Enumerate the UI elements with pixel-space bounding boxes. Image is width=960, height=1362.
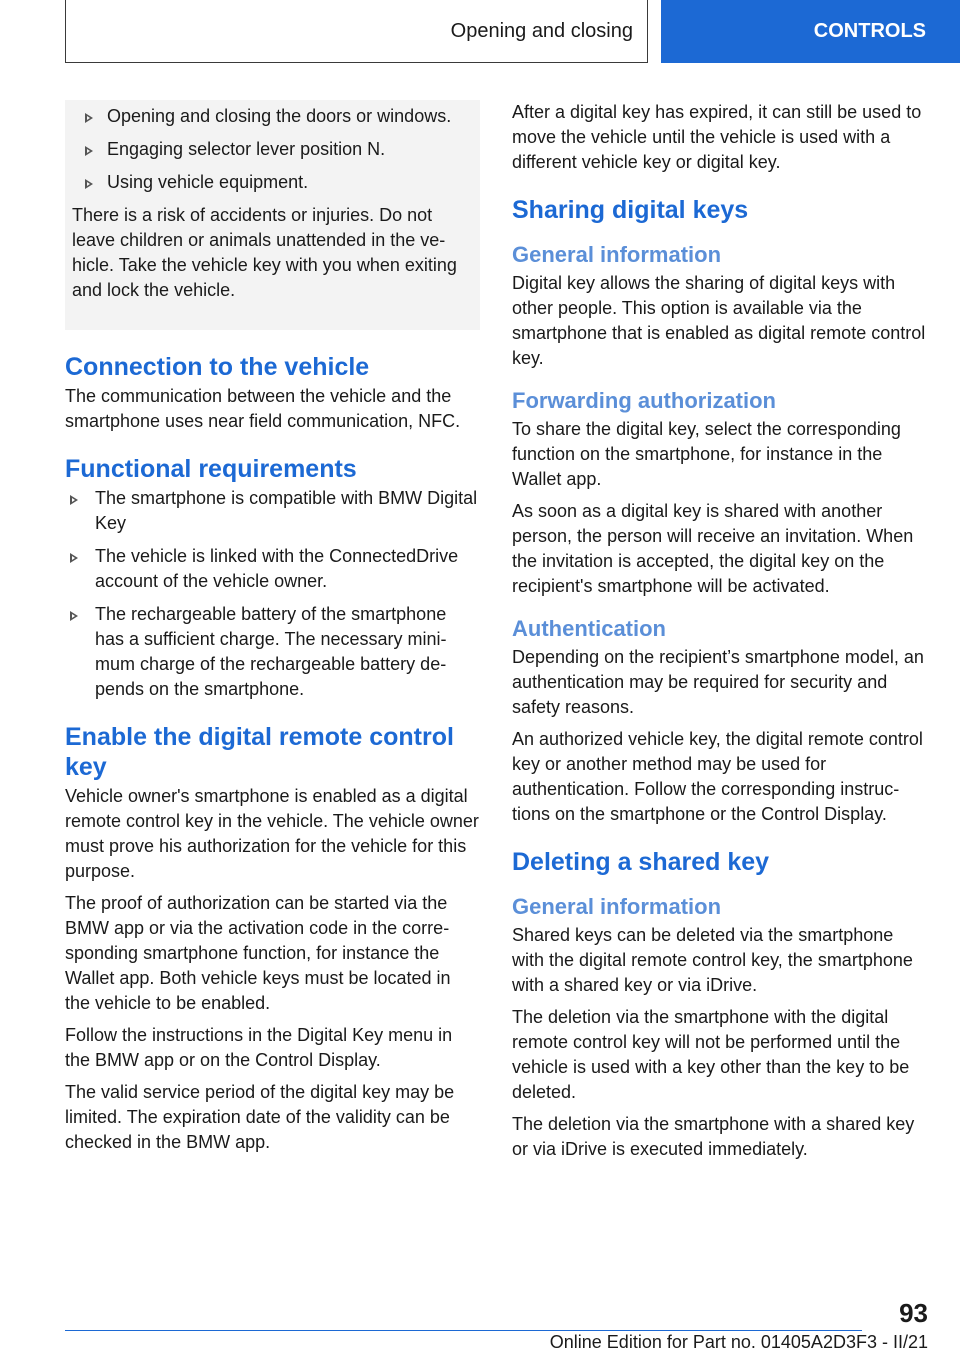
paragraph: To share the digital key, select the corresponding function on the smartphone, for instance in the Wallet app.: [512, 419, 901, 489]
heading-connection: Connection to the vehicle: [65, 353, 370, 381]
paragraph: Follow the instructions in the Digital Key menu in the BMW app or on the Control Display.: [65, 1025, 453, 1070]
paragraph: The valid service period of the digital key may be limited. The expiration date of the validity can be checked in the BMW app.: [65, 1082, 455, 1152]
paragraph: Vehicle owner's smartphone is enabled as a digital remote control key in the vehicle. The vehicle owner must prove his authorization for the vehicle for this purpose.: [65, 786, 479, 881]
section-title-text: Opening and closing: [450, 19, 633, 42]
subheading-authentication: Authentication: [512, 616, 666, 641]
paragraph: After a digital key has expired, it can still be used to move the vehicle until the vehicle is used with a different vehicle key or digital key.: [512, 102, 922, 172]
list-item: The smartphone is compatible with BMW Digital Key: [65, 486, 480, 536]
heading-sharing: Sharing digital keys: [512, 196, 749, 224]
right-column: [512, 100, 930, 1169]
paragraph: The deletion via the smartphone with the digital remote control key will not be performed until the vehicle is used with a key other than the key to be deleted.: [512, 1007, 910, 1102]
list-item: Engaging selector lever position N.: [72, 137, 480, 162]
list-item: Using vehicle equipment.: [72, 170, 480, 195]
paragraph: As soon as a digital key is shared with another person, the person will receive an invitation. When the invitation is accepted, the digital key on the recipient's smartphone will be activated.: [512, 501, 914, 596]
heading-enable-key: Enable the digital remote control key: [65, 723, 454, 781]
heading-deleting: Deleting a shared key: [512, 848, 770, 876]
footer-divider: [65, 1330, 862, 1331]
paragraph: Depending on the recipient’s smartphone model, an authentication may be required for security and safety reasons.: [512, 647, 924, 717]
list-item: Opening and closing the doors or windows.: [72, 104, 480, 129]
chapter-tab-label: CONTROLS: [813, 20, 926, 42]
paragraph: The proof of authorization can be started via the BMW app or via the activation code in the corresponding smartphone function, for instance the Wallet app. Both vehicle keys must be located in the vehicle to be enabled.: [65, 893, 451, 1013]
heading-requirements: Functional requirements: [65, 455, 357, 483]
paragraph: Shared keys can be deleted via the smartphone with the digital remote control key, the smartphone with a shared key or via iDrive.: [512, 925, 913, 995]
paragraph: The deletion via the smartphone with a shared key or via iDrive is executed immediately.: [512, 1114, 915, 1159]
list-item: The rechargeable battery of the smartphone has a sufficient charge. The necessary minimum charge of the rechargeable battery depends on the smartphone.: [65, 602, 480, 702]
paragraph: The communication between the vehicle and the smartphone uses near field communication, NFC.: [65, 386, 461, 431]
subheading-general-information: General information: [512, 894, 722, 919]
list-item: The vehicle is linked with the ConnectedDrive account of the vehicle owner.: [65, 544, 480, 594]
left-column: [65, 100, 480, 1162]
paragraph: Digital key allows the sharing of digital keys with other people. This option is available via the smartphone that is enabled as digital remote control key.: [512, 273, 926, 368]
footer-edition: Online Edition for Part no. 01405A2D3F3 - II/21: [549, 1332, 928, 1352]
header-chapter-tab[interactable]: [661, 0, 960, 63]
paragraph: An authorized vehicle key, the digital remote control key or another method may be used for authentication. Follow the corresponding instructions on the smartphone or the Control Display.: [512, 729, 923, 824]
subheading-forwarding: Forwarding authorization: [512, 388, 776, 413]
warning-box: [65, 100, 480, 330]
page-number: 93: [899, 1298, 928, 1328]
warning-list: [72, 104, 480, 195]
header-section-title: [65, 0, 648, 63]
warning-text: There is a risk of accidents or injuries. Do not leave children or animals unattended in the vehicle. Take the vehicle key with you when exiting and lock the vehicle.: [72, 205, 457, 300]
subheading-general-information: General information: [512, 242, 722, 267]
requirements-list: [65, 486, 480, 702]
